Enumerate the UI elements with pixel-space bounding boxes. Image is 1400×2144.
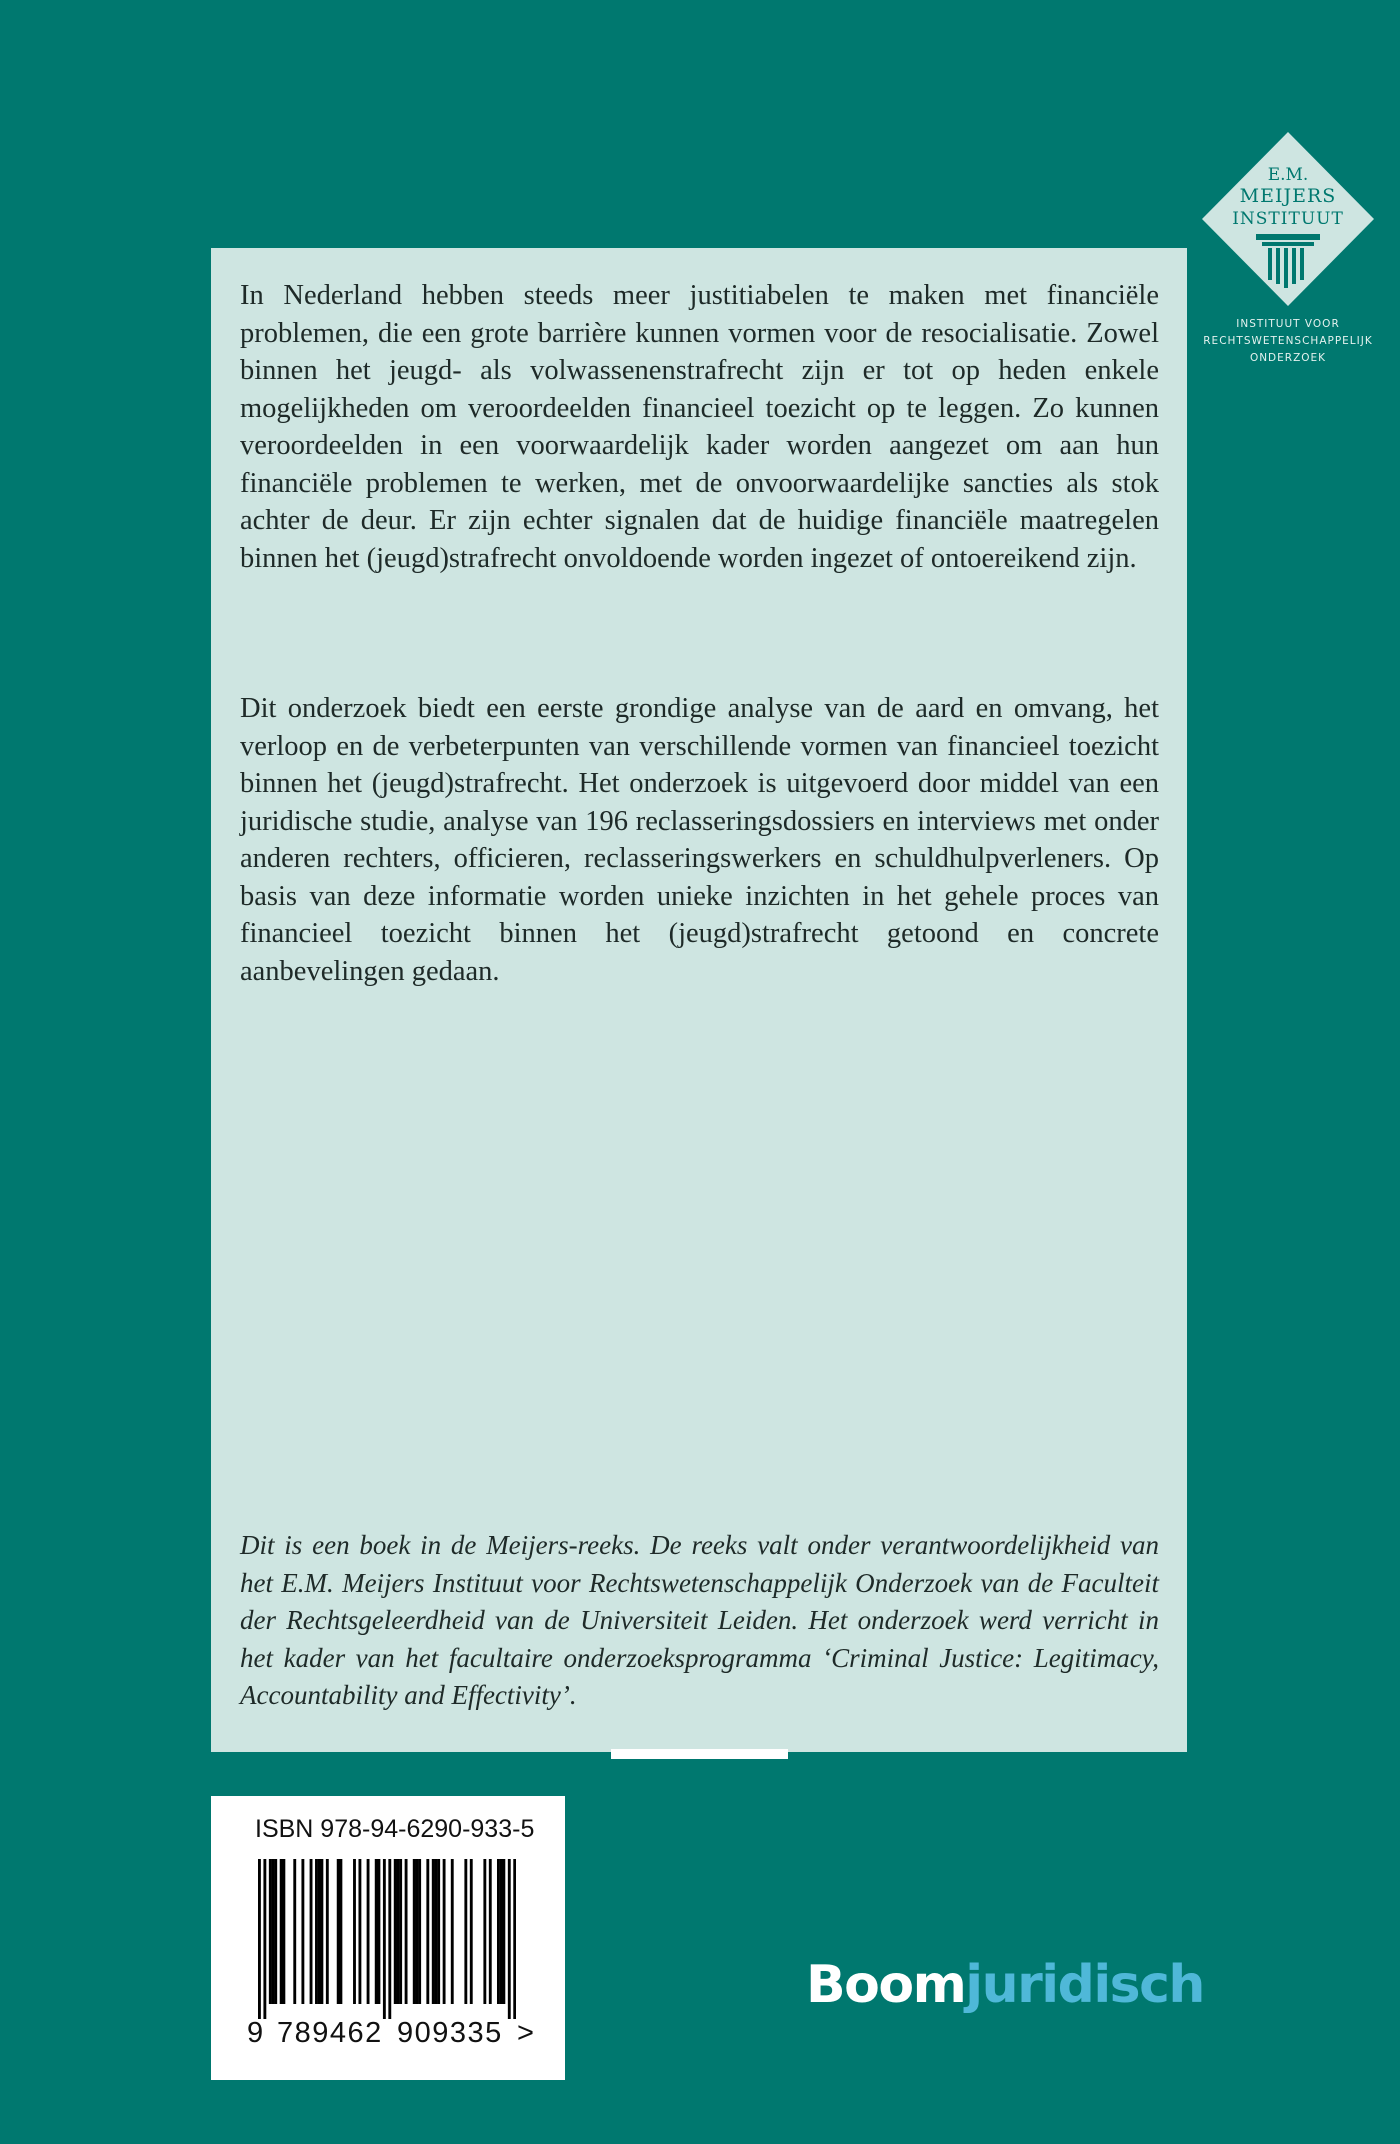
barcode-bar	[500, 1859, 503, 2004]
barcode-bar	[274, 1859, 277, 2004]
barcode-bar	[464, 1859, 467, 2004]
barcode-quiet-mark: >	[517, 2017, 534, 2049]
barcode-bar	[489, 1859, 492, 2004]
barcode-bar	[513, 1859, 516, 2019]
barcode-bar	[405, 1859, 408, 2004]
barcode-bar	[451, 1859, 454, 2004]
logo-text-em: E.M.	[1267, 165, 1309, 185]
barcode-bar	[367, 1859, 370, 2004]
barcode-bar	[413, 1859, 416, 2004]
barcode-bar	[320, 1859, 323, 2004]
series-note: Dit is een boek in de Meijers-reeks. De reeks valt onder verantwoordelijkheid van het E.M. Meijers Instituut voor Rechtswetenschappelijk Onderzoek van de Faculteit der Rechtsgeleerdheid van de Universiteit Leiden. Het onderzoek werd verricht in het kader van het facultaire onderzoeksprogramma ‘Criminal Justice: Legitimacy, Accountability and Effectivity’.	[240, 1530, 1159, 1710]
barcode-bar	[416, 1859, 419, 2004]
barcode-bar	[272, 1859, 275, 2004]
publisher-name-part2: juridisch	[965, 1955, 1204, 2015]
barcode-bar	[315, 1859, 318, 2004]
blurb-paragraph-2: Dit onderzoek biedt een eerste grondige analyse van de aard en omvang, het verloop en de verbeterpunten van verschillende vormen van financieel toezicht binnen het (jeugd)strafrecht. Het onderzoek is uitgevoerd door middel van een juridische studie, analyse van 196 reclasseringsdossiers en interviews met onder anderen rechters, officieren, reclasseringswerkers en schuldhulpverleners. Op basis van deze informatie worden unieke inzichten in het gehele proces van financieel toezicht binnen het (jeugd)strafrecht getoond en concrete aanbevelingen gedaan.	[240, 693, 1159, 987]
barcode-bar	[301, 1859, 304, 2004]
barcode-icon	[258, 1859, 516, 2019]
barcode-bar	[443, 1859, 446, 2004]
barcode-left-group: 789462	[277, 2017, 383, 2049]
barcode-bar	[269, 1859, 272, 2004]
barcode-bar	[470, 1859, 473, 2004]
barcode-bar	[263, 1859, 266, 2019]
barcode-bar	[318, 1859, 321, 2004]
barcode-bar	[483, 1859, 486, 2004]
barcode-bar	[310, 1859, 313, 2004]
barcode-bar	[399, 1859, 402, 2004]
barcode-bar	[339, 1859, 342, 2004]
barcode-bar	[293, 1859, 296, 2004]
barcode-bar	[282, 1859, 285, 2004]
barcode-bar	[375, 1859, 378, 2004]
barcode-right-group: 909335	[397, 2017, 503, 2049]
isbn-label: ISBN 978-94-6290-933-5	[255, 1815, 535, 1843]
barcode-bar	[426, 1859, 429, 2004]
barcode-bar	[358, 1859, 361, 2004]
blurb-paragraph-1: In Nederland hebben steeds meer justitiabelen te maken met financiële problemen, die een grote barrière kunnen vormen voor de resocialisatie. Zowel binnen het jeugd- als volwassenenstrafrecht zijn er tot op heden enkele mogelijkheden om veroordeelden financieel toezicht op te leggen. Zo kunnen veroordeelden in een voorwaardelijk kader worden aangezet om aan hun financiële problemen te werken, met de onvoorwaardelijke sancties als stok achter de deur. Er zijn echter signalen dat de huidige financiële maatregelen binnen het (jeugd)strafrecht onvoldoende worden ingezet of ontoereikend zijn.	[240, 280, 1159, 574]
barcode-bar	[418, 1859, 421, 2004]
meijers-instituut-logo	[1200, 130, 1376, 308]
logo-text-instituut: INSTITUUT	[1232, 209, 1344, 229]
barcode-lead-digit: 9	[247, 2017, 264, 2049]
barcode-bar	[502, 1859, 505, 2004]
logo-text-meijers: MEIJERS	[1239, 185, 1337, 207]
logo-caption-line: INSTITUUT VOOR	[1236, 318, 1340, 330]
barcode-bar	[435, 1859, 438, 2004]
logo-caption	[1188, 316, 1388, 367]
barcode-bar	[497, 1859, 500, 2004]
barcode-bar	[280, 1859, 283, 2004]
logo-caption-line: RECHTSWETENSCHAPPELIJK	[1203, 335, 1373, 347]
barcode-bar	[437, 1859, 440, 2004]
barcode-bar	[337, 1859, 340, 2004]
barcode-bar	[353, 1859, 356, 2004]
barcode-bar	[397, 1859, 400, 2004]
publisher-logo	[806, 1955, 1204, 2015]
barcode-bar	[258, 1859, 261, 2019]
barcode-bar	[383, 1859, 386, 2019]
barcode-bar	[394, 1859, 397, 2004]
barcode-bar	[388, 1859, 391, 2019]
barcode-bar	[432, 1859, 435, 2004]
barcode-bar	[377, 1859, 380, 2004]
logo-caption-line: ONDERZOEK	[1249, 352, 1327, 364]
barcode-bar	[326, 1859, 329, 2004]
barcode-bar	[508, 1859, 511, 2019]
publisher-name-part1: Boom	[806, 1955, 966, 2015]
panel-tab	[611, 1749, 788, 1759]
